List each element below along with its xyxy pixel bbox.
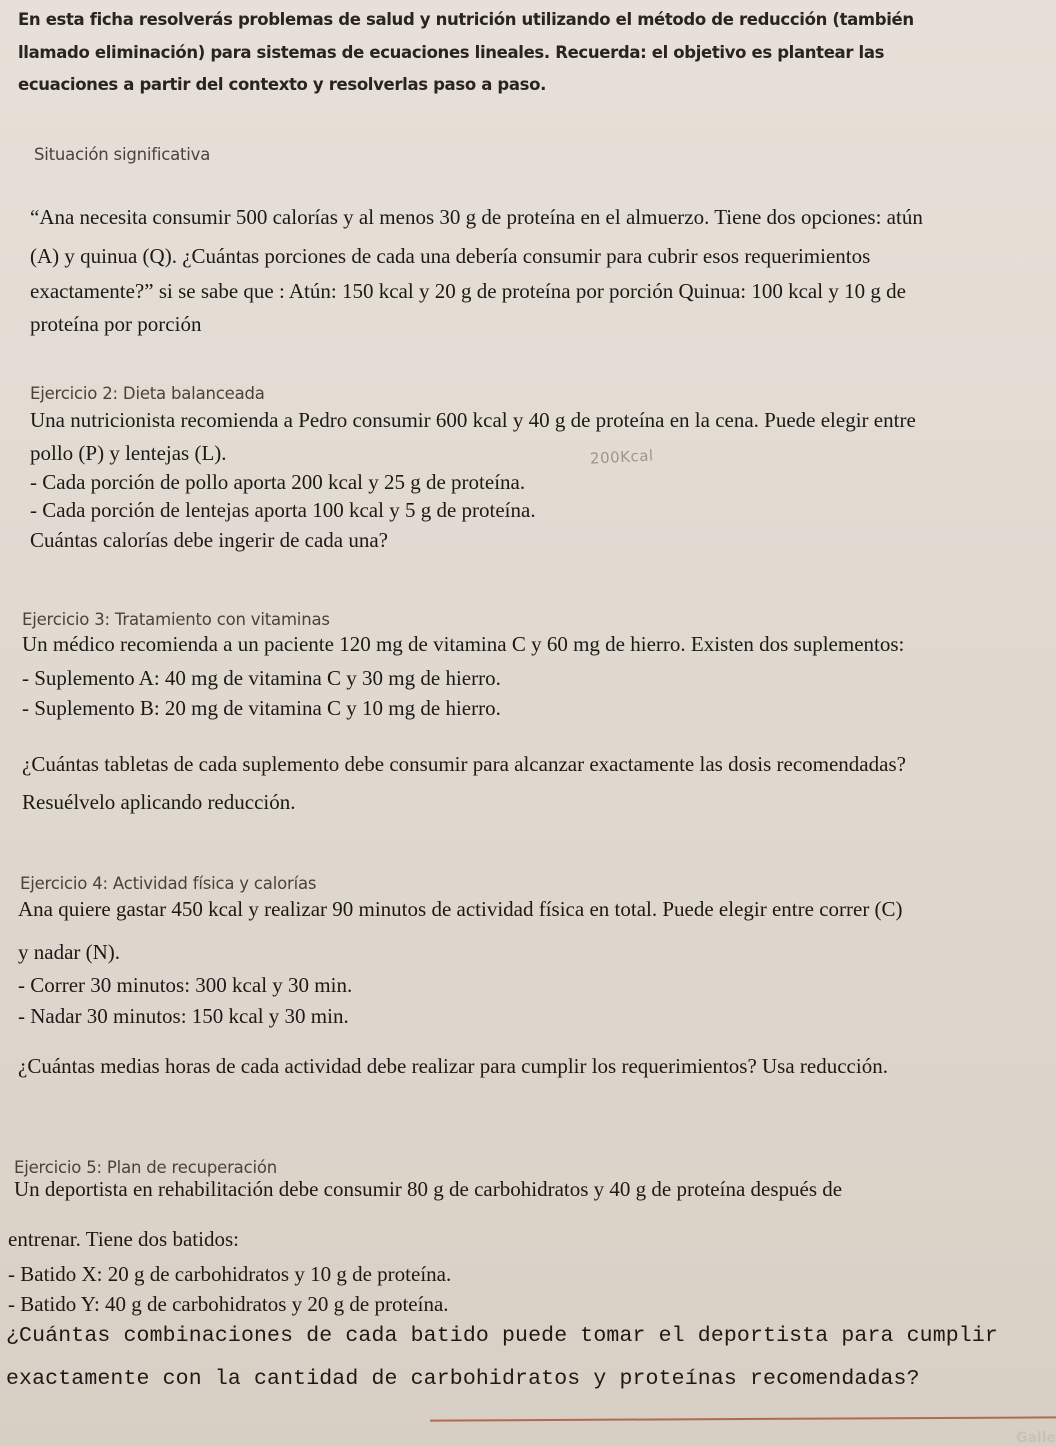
ejercicio3-heading: Ejercicio 3: Tratamiento con vitaminas bbox=[22, 610, 330, 629]
ejercicio5-line-2: entrenar. Tiene dos batidos: bbox=[8, 1227, 239, 1251]
intro-line-2: llamado eliminación) para sistemas de ecuaciones lineales. Recuerda: el objetivo es plantear las bbox=[18, 43, 885, 62]
ejercicio4-line-2: y nadar (N). bbox=[18, 940, 121, 964]
ejercicio4-bullet-1: - Correr 30 minutos: 300 kcal y 30 min. bbox=[18, 973, 353, 997]
ejercicio2-heading: Ejercicio 2: Dieta balanceada bbox=[30, 384, 265, 403]
corner-text: Galle bbox=[1015, 1430, 1056, 1446]
situacion-heading: Situación significativa bbox=[34, 145, 211, 164]
handwritten-note: 200Kcal bbox=[589, 446, 655, 468]
ejercicio5-heading: Ejercicio 5: Plan de recuperación bbox=[14, 1158, 277, 1177]
ejercicio3-bullet-1: - Suplemento A: 40 mg de vitamina C y 30 mg de hierro. bbox=[22, 666, 501, 690]
ejercicio3-question-1: ¿Cuántas tabletas de cada suplemento debe consumir para alcanzar exactamente las dosis recomendadas? bbox=[22, 752, 906, 776]
ejercicio5-bullet-1: - Batido X: 20 g de carbohidratos y 10 g de proteína. bbox=[8, 1262, 452, 1286]
situacion-line-3: exactamente?” si se sabe que : Atún: 150 kcal y 20 g de proteína por porción Quinua: 100 kcal y 10 g de bbox=[30, 279, 906, 303]
situacion-line-2: (A) y quinua (Q). ¿Cuántas porciones de cada una debería consumir para cubrir esos requerimientos bbox=[30, 244, 871, 268]
situacion-line-1: “Ana necesita consumir 500 calorías y al menos 30 g de proteína en el almuerzo. Tiene dos opciones: atún bbox=[30, 205, 923, 229]
ejercicio2-bullet-1: - Cada porción de pollo aporta 200 kcal y 25 g de proteína. bbox=[30, 470, 526, 494]
ejercicio5-question-1: ¿Cuántas combinaciones de cada batido puede tomar el deportista para cumplir bbox=[6, 1324, 998, 1348]
ejercicio3-line-1: Un médico recomienda a un paciente 120 mg de vitamina C y 60 mg de hierro. Existen dos suplementos: bbox=[22, 632, 905, 656]
ejercicio4-line-1: Ana quiere gastar 450 kcal y realizar 90 minutos de actividad física en total. Puede elegir entre correr (C) bbox=[18, 897, 903, 921]
intro-line-3: ecuaciones a partir del contexto y resolverlas paso a paso. bbox=[18, 75, 546, 94]
ejercicio4-heading: Ejercicio 4: Actividad física y calorías bbox=[20, 874, 317, 893]
ejercicio4-bullet-2: - Nadar 30 minutos: 150 kcal y 30 min. bbox=[18, 1004, 349, 1028]
ejercicio2-bullet-2: - Cada porción de lentejas aporta 100 kcal y 5 g de proteína. bbox=[30, 498, 536, 522]
ejercicio5-line-1: Un deportista en rehabilitación debe consumir 80 g de carbohidratos y 40 g de proteína después de bbox=[14, 1177, 843, 1201]
ejercicio5-question-2: exactamente con la cantidad de carbohidratos y proteínas recomendadas? bbox=[6, 1367, 920, 1391]
ejercicio2-line-1: Una nutricionista recomienda a Pedro consumir 600 kcal y 40 g de proteína en la cena. Puede elegir entre bbox=[30, 408, 916, 432]
intro-line-1: En esta ficha resolverás problemas de salud y nutrición utilizando el método de reducción (también bbox=[18, 10, 914, 29]
ejercicio4-question: ¿Cuántas medias horas de cada actividad debe realizar para cumplir los requerimientos? Usa reducción. bbox=[18, 1054, 888, 1078]
situacion-line-4: proteína por porción bbox=[30, 312, 202, 336]
ejercicio2-line-2: pollo (P) y lentejas (L). bbox=[30, 441, 227, 465]
ejercicio2-question: Cuántas calorías debe ingerir de cada una? bbox=[30, 528, 388, 552]
bottom-divider bbox=[430, 1416, 1056, 1421]
ejercicio3-bullet-2: - Suplemento B: 20 mg de vitamina C y 10 mg de hierro. bbox=[22, 696, 501, 720]
ejercicio3-question-2: Resuélvelo aplicando reducción. bbox=[22, 790, 296, 814]
ejercicio5-bullet-2: - Batido Y: 40 g de carbohidratos y 20 g de proteína. bbox=[8, 1292, 449, 1316]
